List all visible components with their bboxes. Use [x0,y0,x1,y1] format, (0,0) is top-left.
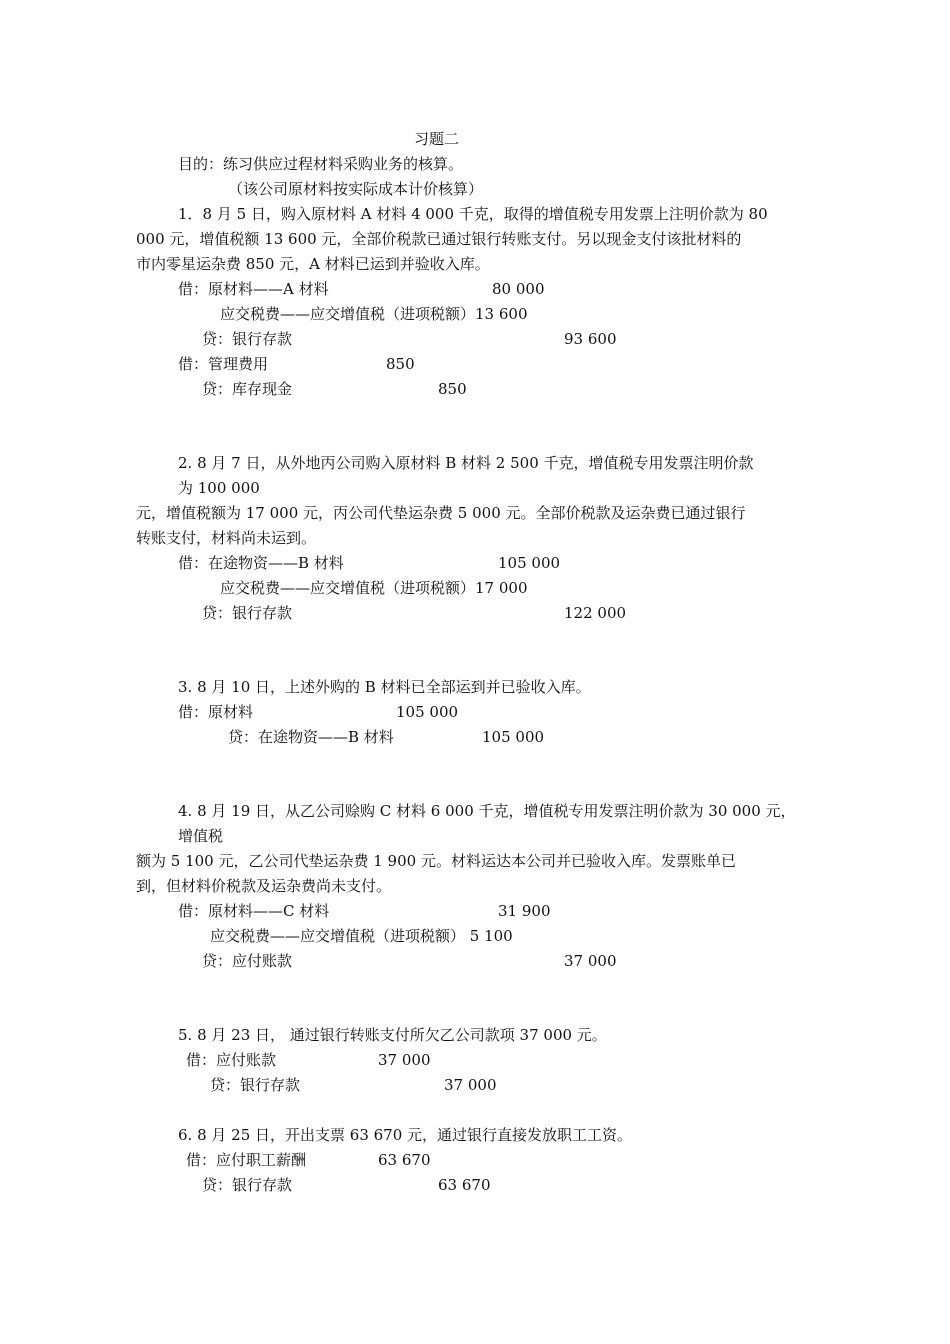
journal-entry-amount: 105 000 [482,728,545,746]
question-text: 000 元，增值税额 13 600 元，全部价税款已通过银行转账支付。另以现金支付该批材料的 [136,230,742,248]
journal-entry-amount: 93 600 [564,330,617,348]
question-text: 3. 8 月 10 日，上述外购的 B 材料已全部运到并已验收入库。 [178,678,591,696]
question-text: 5. 8 月 23 日， 通过银行转账支付所欠乙公司款项 37 000 元。 [178,1026,607,1044]
journal-entry-label: 贷：库存现金 [202,380,293,398]
journal-entry-amount: 80 000 [492,280,545,298]
page-title: 习题二 [414,130,460,148]
journal-entry-label: 借：原材料——C 材料 [178,902,330,920]
journal-entry-amount: 37 000 [444,1076,497,1094]
journal-entry-amount: 31 900 [498,902,551,920]
journal-entry-amount: 105 000 [498,554,561,572]
costing-note: （该公司原材料按实际成本计价核算） [228,180,484,198]
question-text: 为 100 000 [178,479,260,497]
journal-entry-label: 借：应付职工薪酬 [186,1151,307,1169]
journal-entry-label: 贷：银行存款 [202,1176,293,1194]
journal-entry-label: 贷：应付账款 [202,952,293,970]
journal-entry-label: 借：在途物资——B 材料 [178,554,344,572]
question-text: 4. 8 月 19 日，从乙公司赊购 C 材料 6 000 千克，增值税专用发票注明价款为 30 000 元， [178,802,796,820]
journal-entry-amount: 105 000 [396,703,459,721]
question-text: 1．8 月 5 日，购入原材料 A 材料 4 000 千克，取得的增值税专用发票上注明价款为 80 [178,205,768,223]
journal-entry-label: 贷：在途物资——B 材料 [228,728,394,746]
question-text: 额为 5 100 元，乙公司代垫运杂费 1 900 元。材料运达本公司并已验收入库。发票账单已 [136,852,736,870]
journal-entry-label: 借：原材料——A 材料 [178,280,329,298]
question-text: 2. 8 月 7 日，从外地丙公司购入原材料 B 材料 2 500 千克，增值税专用发票注明价款 [178,454,754,472]
question-text: 到，但材料价税款及运杂费尚未支付。 [136,877,392,895]
journal-entry-label: 应交税费——应交增值税（进项税额）17 000 [220,579,528,597]
journal-entry-label: 贷：银行存款 [210,1076,301,1094]
journal-entry-label: 贷：银行存款 [202,604,293,622]
journal-entry-amount: 850 [438,380,467,398]
journal-entry-amount: 37 000 [378,1051,431,1069]
journal-entry-amount: 850 [386,355,415,373]
journal-entry-amount: 37 000 [564,952,617,970]
journal-entry-label: 借：原材料 [178,703,254,721]
journal-entry-label: 贷：银行存款 [202,330,293,348]
journal-entry-label: 应交税费——应交增值税（进项税额） 5 100 [210,927,513,945]
journal-entry-label: 应交税费——应交增值税（进项税额）13 600 [220,305,528,323]
journal-entry-amount: 63 670 [438,1176,491,1194]
question-text: 元，增值税额为 17 000 元，丙公司代垫运杂费 5 000 元。全部价税款及运杂费已通过银行 [136,504,746,522]
journal-entry-label: 借：应付账款 [186,1051,277,1069]
question-text: 增值税 [178,827,224,845]
question-text: 转账支付，材料尚未运到。 [136,529,317,547]
purpose-line: 目的：练习供应过程材料采购业务的核算。 [178,155,464,173]
journal-entry-amount: 122 000 [564,604,627,622]
question-text: 市内零星运杂费 850 元，A 材料已运到并验收入库。 [136,255,490,273]
journal-entry-amount: 63 670 [378,1151,431,1169]
journal-entry-label: 借：管理费用 [178,355,269,373]
question-text: 6. 8 月 25 日，开出支票 63 670 元，通过银行直接发放职工工资。 [178,1126,633,1144]
